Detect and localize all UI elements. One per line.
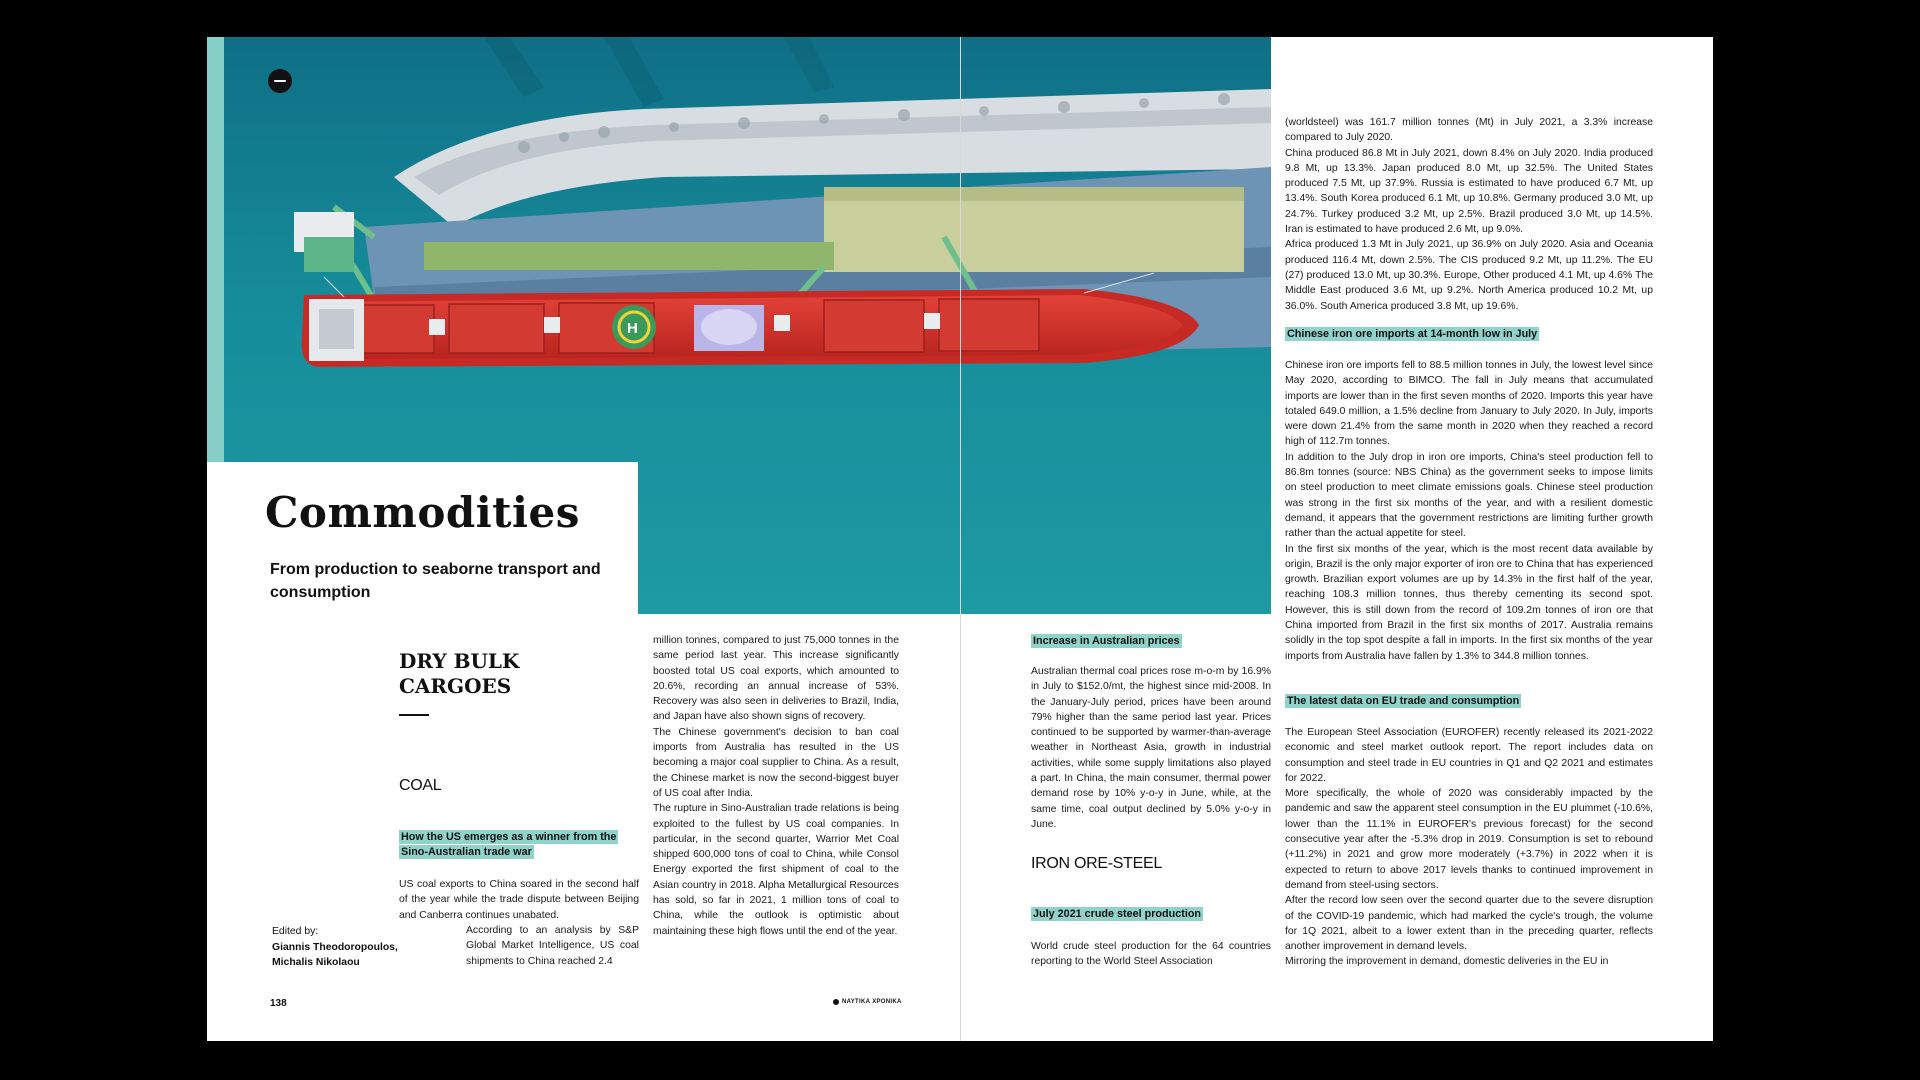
coal-intro: US coal exports to China soared in the second half of the year while the trade dispute between Beijing and Canberra continues unabated.	[399, 879, 639, 921]
eu-paragraph: After the record low seen over the second quarter due to the severe disruption of the COVID-19 pandemic, which had marked the cycle's trough, the volume for 1Q 2021, albeit to a lower extent than in the preceding quarter, reflects another improvement in demand levels.	[1285, 895, 1653, 953]
magazine-spread	[207, 37, 1713, 1041]
eu-body	[1285, 725, 1653, 970]
steel-highlight: July 2021 crude steel production	[1033, 908, 1202, 920]
eu-paragraph: Mirroring the improvement in demand, domestic deliveries in the EU in	[1285, 956, 1609, 968]
section-heading-dry-bulk: DRY BULK CARGOES	[399, 649, 520, 698]
steel-body-top	[1285, 115, 1653, 314]
page-number: 138	[270, 998, 287, 1009]
coal-paragraph: million tonnes, compared to just 75,000 tonnes in the same period last year. This increase significantly boosted total US coal exports, which amounted to 20.6%, recording an annual increase of 53%. Recovery was also seen in deliveries to Brazil, India, and Japan have also shown signs of recovery.	[653, 635, 899, 723]
steel-text: World crude steel production for the 64 countries reporting to the World Steel Association	[1031, 941, 1271, 968]
coal-paragraph: The rupture in Sino-Australian trade relations is being exploited to the fullest by US coal companies. In particular, in the second quarter, Warrior Met Coal shipped 600,000 tons of coal to China, while Consol Energy exported the first shipment of coal to the Asian country in 2018. Alpha Metallurgical Resources has sold, so far in 2021, 1 million tons of coal to China, while the outlook is optimistic about maintaining these high flows until the end of the year.	[653, 803, 899, 937]
steel-paragraph: Africa produced 1.3 Mt in July 2021, up 36.9% on July 2020. Asia and Oceania produced 116.4 Mt, down 2.5%. The CIS produced 9.2 Mt, up 11.2%. The EU (27) produced 13.0 Mt, up 30.3%. Europe, Other produced 4.1 Mt, up 4.6% The Middle East produced 3.6 Mt, up 9.2%. North America produced 10.2 Mt, up 36.0%. South America produced 3.8 Mt, up 19.6%.	[1285, 239, 1653, 312]
aus-highlight: Increase in Australian prices	[1033, 635, 1180, 647]
footer-brand-name: ΝΑΥΤΙΚΑ ΧΡΟΝΙΚΑ	[842, 999, 902, 1005]
coal-intro-cont: According to an analysis by S&P Global Market Intelligence, US coal shipments to China reached 2.4	[466, 925, 639, 967]
editors-credit	[272, 924, 398, 971]
aus-text: Australian thermal coal prices rose m-o-m by 16.9% in July to $152.0/mt, the highest since mid-2008. In the January-July period, prices have been around 79% higher than the same period last year. Prices continued to be supported by warmer-than-average weather in Northeast Asia, growth in industrial activities, while some supply limitations also played a part. In China, the main consumer, thermal power demand rose by 10% y-o-y in June, while, at the same time, coal output declined by 5.0% y-o-y in June.	[1031, 666, 1271, 830]
svg-text:H: H	[627, 320, 638, 337]
coal-body	[653, 633, 899, 939]
iron-paragraph: Chinese iron ore imports fell to 88.5 million tonnes in July, the lowest level since May 2020, according to BIMCO. The fall in July means that accumulated imports are lower than in the first seven months of 2020. Imports this year have totaled 649.0 million, a 1.5% decline from January to July 2020. In July, imports were down 21.4% from the same month in 2020 when they reached a record high of 112.7m tonnes.	[1285, 360, 1653, 448]
page-gutter	[960, 37, 961, 1041]
magazine-logo-icon	[268, 69, 292, 93]
iron-imports-highlight: Chinese iron ore imports at 14-month low in July	[1287, 328, 1538, 340]
iron-paragraph: In addition to the July drop in iron ore imports, China's steel production fell to 86.8m tonnes (source: NBS China) as the government seeks to impose limits on steel production to meet climate emissions goals. Chinese steel production was strong in the first six months of the year, and with a resilient domestic demand, it appears that the government restrictions are limiting further growth rather than the actual appetite for steel.	[1285, 451, 1653, 540]
editors-name-2: Michalis Nikolaou	[272, 957, 360, 968]
page-title: Commodities	[265, 488, 580, 537]
footer-brand	[833, 999, 902, 1005]
editors-name-1: Giannis Theodoropoulos,	[272, 941, 398, 953]
coal-paragraph: The Chinese government's decision to ban coal imports from Australia has resulted in the US becoming a major coal supplier to China. As a result, the Chinese market is now the second-biggest buyer of US coal after India.	[653, 726, 899, 799]
iron-imports-body	[1285, 358, 1653, 664]
eu-highlight: The latest data on EU trade and consumption	[1287, 695, 1520, 707]
iron-ore-heading: IRON ORE-STEEL	[1031, 855, 1162, 872]
coal-highlight: How the US emerges as a winner from the Sino-Australian trade war	[401, 831, 617, 858]
editors-label: Edited by:	[272, 926, 319, 937]
brand-dot-icon	[833, 999, 839, 1005]
coal-heading: COAL	[399, 777, 442, 794]
eu-paragraph: The European Steel Association (EUROFER) recently released its 2021-2022 economic and steel market outlook report. The report includes data on consumption and steel trade in EU countries in Q1 and Q2 2021 and estimates for 2022.	[1285, 727, 1653, 784]
steel-paragraph: (worldsteel) was 161.7 million tonnes (Mt) in July 2021, a 3.3% increase compared to July 2020.	[1285, 117, 1653, 144]
eu-paragraph: More specifically, the whole of 2020 was considerably impacted by the pandemic and saw the apparent steel consumption in the EU plummet (-10.6%, lower than the 11.1% in EUROFER's previous forecast) for the second consecutive year after the -5.3% drop in 2019. Consumption is set to rebound (+11.2%) in 2021 and grow more moderately (+3.7%) in 2022 when it is expected to return to above 2017 levels thanks to continued improvement in demand from steel-using sectors.	[1285, 788, 1653, 891]
section-rule	[399, 714, 429, 716]
accent-bar	[207, 37, 224, 462]
page-subtitle: From production to seaborne transport and consumption	[270, 561, 601, 601]
iron-paragraph: In the first six months of the year, which is the most recent data available by origin, Brazil is the only major exporter of iron ore to China that has experienced growth. Brazilian export volumes are up by 14.3% in the first half of the year, reaching 108.3 million tonnes, thus thereby cementing its second spot. However, this is still down from the record of 109.2m tonnes of iron ore that China imported from Brazil in the first six months of 2017. Australia remains solidly in the top spot despite a fall in imports. In the first six months of the year imports from Australia have fallen by 1.3% to 344.8 million tonnes.	[1285, 543, 1653, 662]
steel-paragraph: China produced 86.8 Mt in July 2021, down 8.4% on July 2020. India produced 9.8 Mt, up 13.3%. Japan produced 8.0 Mt, up 32.5%. The United States produced 7.5 Mt, up 37.9%. Russia is estimated to have produced 6.7 Mt, up 13.4%. South Korea produced 6.1 Mt, up 10.8%. Germany produced 3.0 Mt, up 24.7%. Turkey produced 3.2 Mt, up 2.5%. Brazil produced 3.0 Mt, up 14.5%. Iran is estimated to have produced 2.6 Mt, up 9.0%.	[1285, 147, 1653, 236]
